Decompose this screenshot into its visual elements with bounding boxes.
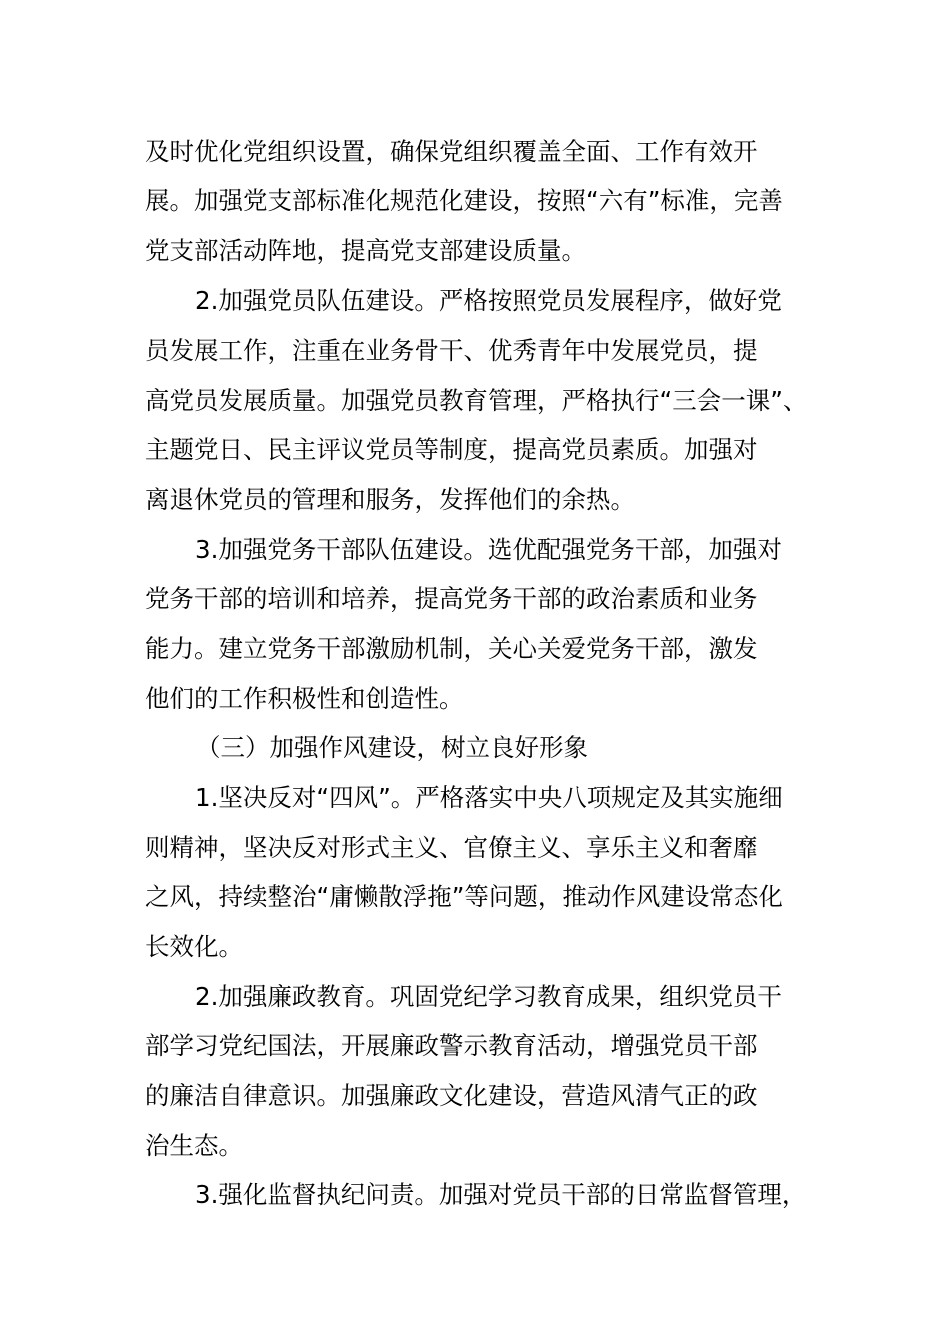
- style-item-1-line-3: 之风，持续整治“庸懒散浮拖”等问题，推动作风建设常态化: [145, 882, 783, 911]
- item-3-line-3: 能力。建立党务干部激励机制，关心关爱党务干部，激发: [145, 634, 758, 663]
- style-item-2-line-3: 的廉洁自律意识。加强廉政文化建设，营造风清气正的政: [145, 1081, 758, 1110]
- paragraph-1-line-1: 及时优化党组织设置，确保党组织覆盖全面、工作有效开: [145, 137, 758, 166]
- style-item-2-line-2: 部学习党纪国法，开展廉政警示教育活动，增强党员干部: [145, 1031, 758, 1060]
- item-3-line-4: 他们的工作积极性和创造性。: [145, 684, 464, 713]
- item-3-line-2: 党务干部的培训和培养，提高党务干部的政治素质和业务: [145, 584, 758, 613]
- item-2-line-5: 离退休党员的管理和服务，发挥他们的余热。: [145, 485, 635, 514]
- item-3-line-1: 3.加强党务干部队伍建设。选优配强党务干部，加强对: [195, 535, 782, 564]
- style-item-1-line-1: 1.坚决反对“四风”。严格落实中央八项规定及其实施细: [195, 783, 783, 812]
- style-item-2-line-4: 治生态。: [145, 1131, 243, 1160]
- item-2-line-4: 主题党日、民主评议党员等制度，提高党员素质。加强对: [145, 435, 758, 464]
- item-2-line-2: 员发展工作，注重在业务骨干、优秀青年中发展党员，提: [145, 336, 758, 365]
- style-item-2-line-1: 2.加强廉政教育。巩固党纪学习教育成果，组织党员干: [195, 982, 782, 1011]
- style-item-3-line-1: 3.强化监督执纪问责。加强对党员干部的日常监督管理，: [195, 1180, 807, 1209]
- style-item-1-line-2: 则精神，坚决反对形式主义、官僚主义、享乐主义和奢靡: [145, 833, 758, 862]
- paragraph-1-line-3: 党支部活动阵地，提高党支部建设质量。: [145, 236, 586, 265]
- paragraph-1-line-2: 展。加强党支部标准化规范化建设，按照“六有”标准，完善: [145, 186, 783, 215]
- section-heading-three: （三）加强作风建设，树立良好形象: [196, 733, 588, 762]
- item-2-line-1: 2.加强党员队伍建设。严格按照党员发展程序，做好党: [195, 286, 782, 315]
- item-2-line-3: 高党员发展质量。加强党员教育管理，严格执行“三会一课”、: [145, 386, 808, 415]
- style-item-1-line-4: 长效化。: [145, 932, 243, 961]
